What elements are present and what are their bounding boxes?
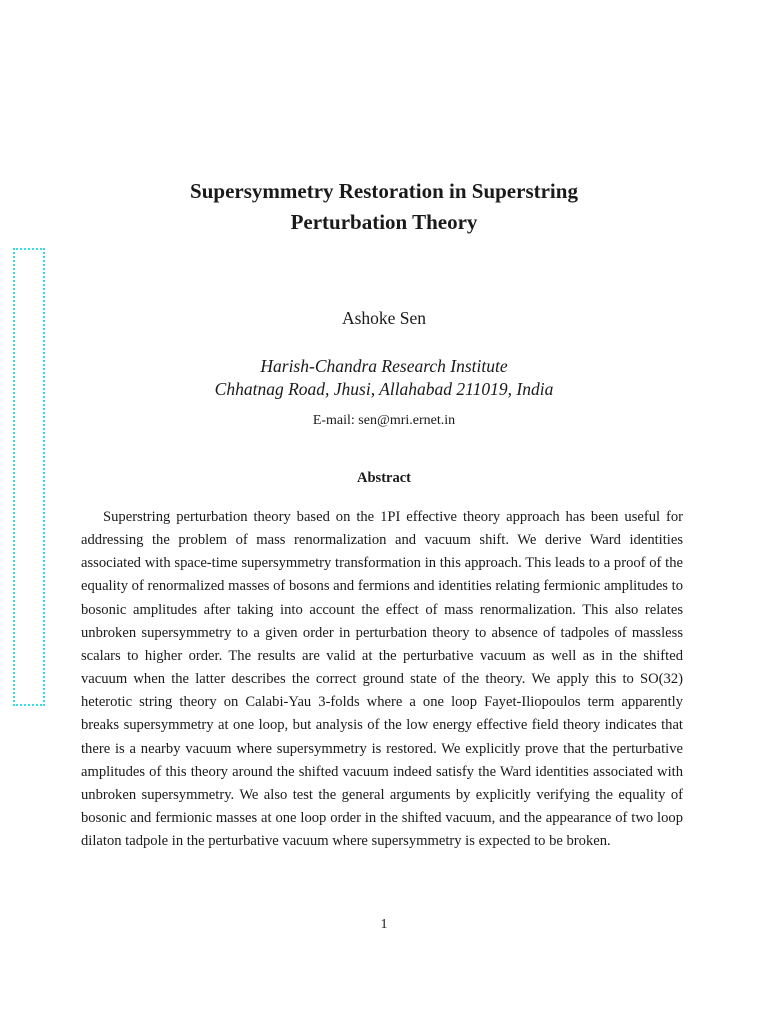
paper-title: [100, 176, 668, 238]
title-line-1: Supersymmetry Restoration in Superstring: [190, 179, 578, 203]
abstract-heading: Abstract: [357, 470, 411, 486]
title-line-2: Perturbation Theory: [290, 210, 478, 234]
author-affiliation: [100, 355, 668, 401]
affiliation-line-2: Chhatnag Road, Jhusi, Allahabad 211019, India: [214, 379, 554, 399]
author-email: E-mail: sen@mri.ernet.in: [312, 413, 456, 428]
page-number: 1: [380, 917, 388, 932]
author-name: Ashoke Sen: [341, 308, 427, 328]
affiliation-line-1: Harish-Chandra Research Institute: [260, 356, 508, 376]
dotted-selection-frame: [13, 248, 45, 706]
abstract-body: Superstring perturbation theory based on the 1PI effective theory approach has been useful for addressing the problem of mass renormalization and vacuum shift. We derive Ward identities associated with space-time supersymmetry transformation in this approach. This leads to a proof of the equality of renormalized masses of bosons and fermions and identities relating fermionic amplitudes to bosonic amplitudes after taking into account the effect of mass renormalization. This also relates unbroken supersymmetry to a given order in perturbation theory to absence of tadpoles of massless scalars to higher order. The results are valid at the perturbative vacuum as well as in the shifted vacuum when the latter describes the correct ground state of the theory. We apply this to SO(32) heterotic string theory on Calabi-Yau 3-folds where a one loop Fayet-Iliopoulos term apparently breaks supersymmetry at one loop, but analysis of the low energy effective field theory indicates that there is a nearby vacuum where supersymmetry is restored. We explicitly prove that the perturbative amplitudes of this theory around the shifted vacuum indeed satisfy the Ward identities associated with unbroken supersymmetry. We also test the general arguments by explicitly verifying the equality of bosonic and fermionic masses at one loop order in the shifted vacuum, and the appearance of two loop dilaton tadpole in the perturbative vacuum where supersymmetry is expected to be broken.: [81, 509, 683, 850]
